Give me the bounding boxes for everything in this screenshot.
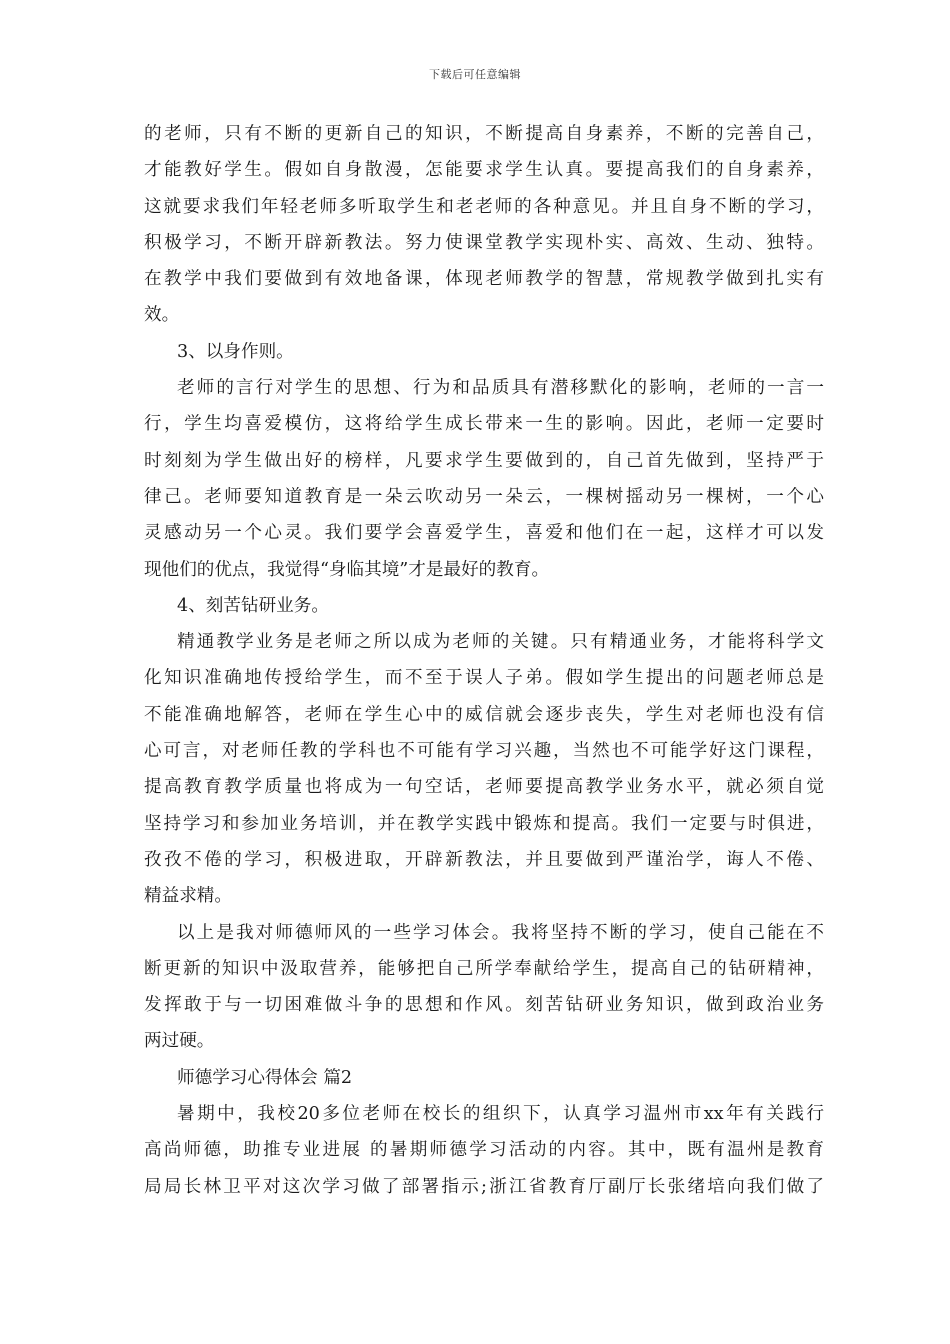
text-line: 4、刻苦钻研业务。 <box>177 595 329 616</box>
text-line: 才能教好学生。假如自身散漫，怎能要求学生认真。要提高我们的自身素养， <box>144 160 824 181</box>
text-line: 现他们的优点，我觉得“身临其境”才是最好的教育。 <box>144 559 550 580</box>
document-body <box>144 116 824 1205</box>
text-line: 化知识准确地传授给学生，而不至于误人子弟。假如学生提出的问题老师总是 <box>144 668 824 689</box>
text-line: 孜孜不倦的学习，积极进取，开辟新教法，并且要做到严谨治学，诲人不倦、 <box>144 849 824 870</box>
text-line: 灵感动另一个心灵。我们要学会喜爱学生，喜爱和他们在一起，这样才可以发 <box>144 523 824 544</box>
text-line: 心可言，对老师任教的学科也不可能有学习兴趣，当然也不可能学好这门课程， <box>144 741 824 762</box>
page-header: 下载后可任意编辑 <box>429 68 521 81</box>
text-line: 3、以身作则。 <box>177 341 294 362</box>
text-line: 时刻刻为学生做出好的榜样，凡要求学生要做到的，自己首先做到，坚持严于 <box>144 450 824 471</box>
text-line: 坚持学习和参加业务培训，并在教学实践中锻炼和提高。我们一定要与时俱进， <box>144 813 824 834</box>
text-line: 发挥敢于与一切困难做斗争的思想和作风。刻苦钻研业务知识，做到政治业务 <box>144 995 824 1016</box>
text-line: 局局长林卫平对这次学习做了部署指示;浙江省教育厅副厅长张绪培向我们做了 <box>144 1176 824 1197</box>
text-line: 精通教学业务是老师之所以成为老师的关键。只有精通业务，才能将科学文 <box>177 632 824 653</box>
text-line: 行，学生均喜爱模仿，这将给学生成长带来一生的影响。因此，老师一定要时 <box>144 414 824 435</box>
text-line: 提高教育教学质量也将成为一句空话，老师要提高教学业务水平，就必须自觉 <box>144 777 824 798</box>
text-line: 断更新的知识中汲取营养，能够把自己所学奉献给学生，提高自己的钻研精神， <box>144 958 824 979</box>
text-line: 师德学习心得体会 篇2 <box>177 1067 353 1088</box>
text-line: 这就要求我们年轻老师多听取学生和老老师的各种意见。并且自身不断的学习， <box>144 196 824 217</box>
text-line: 积极学习，不断开辟新教法。努力使课堂教学实现朴实、高效、生动、独特。 <box>144 232 824 253</box>
text-line: 老师的言行对学生的思想、行为和品质具有潜移默化的影响，老师的一言一 <box>177 378 824 399</box>
text-line: 的老师，只有不断的更新自己的知识，不断提高自身素养，不断的完善自己， <box>144 124 824 144</box>
text-line: 高尚师德，助推专业进展 的暑期师德学习活动的内容。其中，既有温州是教育 <box>144 1140 824 1161</box>
text-line: 精益求精。 <box>144 886 232 907</box>
text-line: 两过硬。 <box>144 1031 215 1052</box>
text-line: 效。 <box>144 305 180 326</box>
text-line: 不能准确地解答，老师在学生心中的威信就会逐步丧失，学生对老师也没有信 <box>144 704 824 725</box>
text-line: 以上是我对师德师风的一些学习体会。我将坚持不断的学习，使自己能在不 <box>177 922 824 943</box>
text-line: 律己。老师要知道教育是一朵云吹动另一朵云，一棵树摇动另一棵树，一个心 <box>144 486 824 507</box>
text-line: 在教学中我们要做到有效地备课，体现老师教学的智慧，常规教学做到扎实有 <box>144 269 824 290</box>
text-line: 暑期中，我校20多位老师在校长的组织下，认真学习温州市xx年有关践行 <box>177 1104 824 1125</box>
